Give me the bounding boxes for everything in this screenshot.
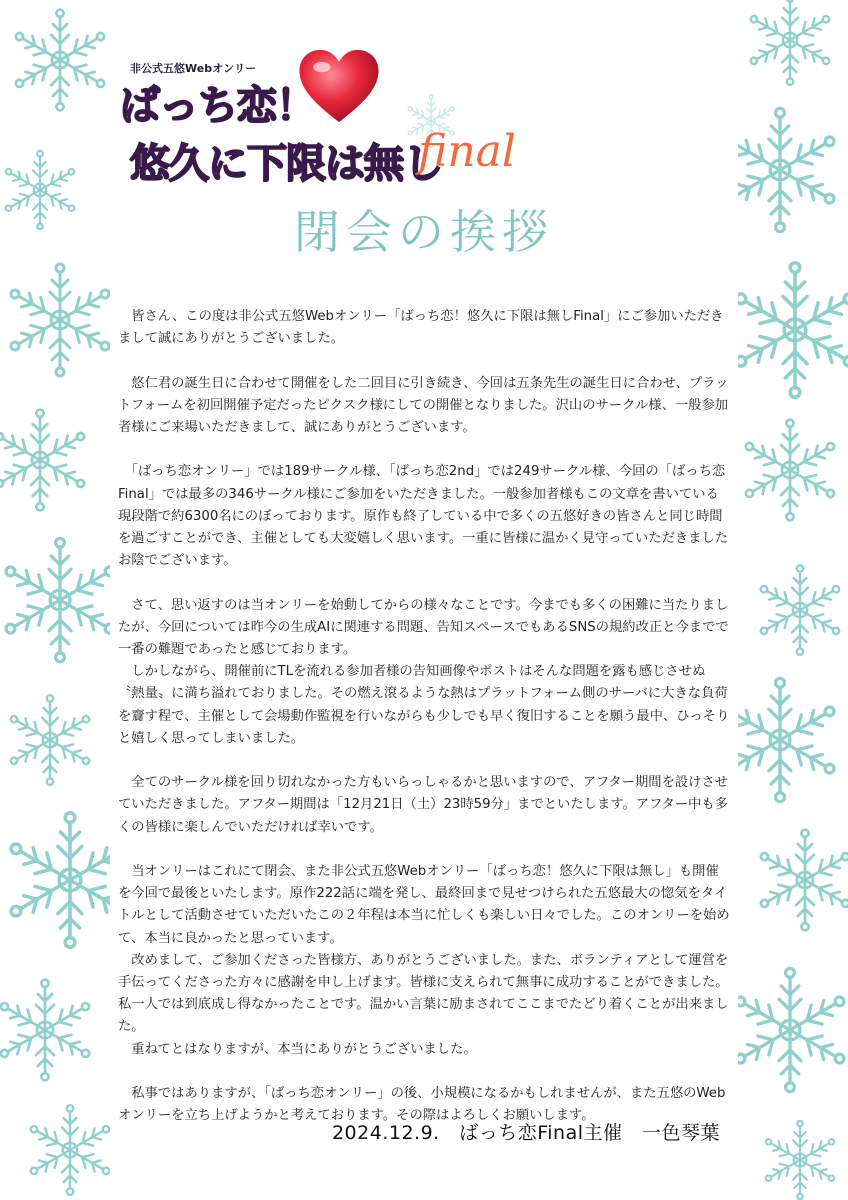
paragraph: 当オンリーはこれにて閉会、また非公式五悠Webオンリー「ばっち恋！悠久に下限は無し」も開催を今回で最後といたします。原作222話に端を発し、最終回まで見せつけられた五悠最大の惚気をタイトルとして活動させていただいたこの２年程は本当に忙しくも楽しい日々でした。このオンリーを始めて、本当に良かったと思っています。 xyxy=(118,864,730,946)
paragraph: 私事ではありますが、「ばっち恋オンリー」の後、小規模になるかもしれませんが、また五悠のWebオンリーを立ち上げようかと考えております。その際はよろしくお願いします。 xyxy=(118,1086,726,1124)
paragraph-gap xyxy=(118,750,730,772)
paragraph: 改めまして、ご参加くださった皆様方、ありがとうございました。また、ボランティアとして運営を手伝ってくださった方々に感謝を申し上げます。皆様に支えられて無事に成功することができました。私一人では到底成し得なかったことです。温かい言葉に励まされてここまでたどり着くことが出来ました。 xyxy=(118,952,729,1035)
page-title: 閉会の挨拶 xyxy=(294,205,554,259)
paragraph-gap xyxy=(118,439,730,461)
paragraph: 皆さん、この度は非公式五悠Webオンリー「ばっち恋！悠久に下限は無しFinal」にご参加いただきまして誠にありがとうございました。 xyxy=(118,309,724,347)
logo-final: final xyxy=(418,126,516,177)
paragraph: 悠仁君の誕生日に合わせて開催をした二回目に引き続き、今回は五条先生の誕生日に合わせ、プラットフォームを初回開催予定だったピクスク様にしての開催となりました。沢山のサークル様、一般参加者様にご来場いただきまして、誠にありがとうございます。 xyxy=(118,375,729,435)
paragraph: しかしながら、開催前にTLを流れる参加者様の告知画像やポストはそんな問題を露も感じさせぬ〝熱量〟に満ち溢れておりました。その燃え滾るような熱はプラットフォーム側のサーバに大きな負荷を齎す程で、主催として会場動作監視を行いながらも少しでも早く復旧することを願う最中、ひっそりと嬉しく思ってしまいました。 xyxy=(118,664,730,746)
signature: 2024.12.9. ばっち恋Final主催 一色琴葉 xyxy=(331,1122,720,1144)
closing-message xyxy=(118,306,730,1127)
paragraph-gap xyxy=(118,350,730,372)
logo-title-line2: 悠久に下限は無し xyxy=(130,141,442,187)
paragraph-gap xyxy=(118,1061,730,1083)
paragraph: 重ねてとはなりますが、本当にありがとうございました。 xyxy=(118,1041,477,1057)
paragraph-gap xyxy=(118,572,730,594)
logo-subtitle: 非公式五悠Webオンリー xyxy=(130,62,257,75)
event-logo xyxy=(118,38,558,188)
paragraph: 全てのサークル様を回り切れなかった方もいらっしゃるかと思いますので、アフター期間を設けさせていただきました。アフター期間は「12月21日（土）23時59分」までといたします。アフター中も多くの皆様に楽しんでいただければ幸いです。 xyxy=(118,775,729,835)
logo-title-line1: ばっち恋！ xyxy=(120,83,315,129)
paragraph: 「ばっち恋オンリー」では189サークル様、「ばっち恋2nd」では249サークル様、今回の「ばっち恋Final」では最多の346サークル様にご参加をいただきました。一般参加者様もこの文章を書いている現段階で約6300名にのぼっております。原作も終了している中で多くの五悠好きの皆さんと同じ時間を過ごすことができ、主催としても大変嬉しく思います。一重に皆様に温かく見守っていただきましたお陰でございます。 xyxy=(118,464,729,569)
paragraph: さて、思い返すのは当オンリーを始動してからの様々なことです。今までも多くの困難に当たりましたが、今回については昨今の生成AIに関連する問題、告知スペースでもあるSNSの規約改正と今までで一番の難題であったと感じております。 xyxy=(118,597,729,657)
paragraph-gap xyxy=(118,839,730,861)
